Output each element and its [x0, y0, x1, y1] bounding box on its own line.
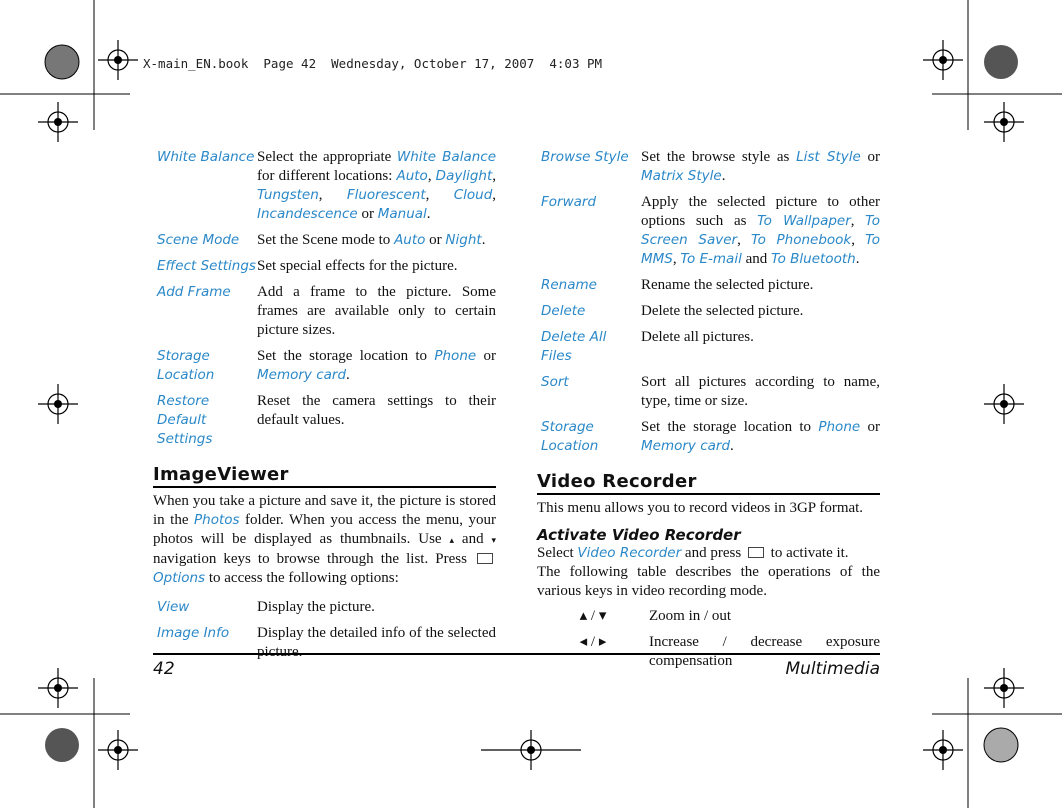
option-description: Apply the selected picture to other options such as To Wallpaper, To Screen Saver, To Phonebook, To MMS, To E-mail and To Bluetooth. [641, 194, 881, 267]
table-row [153, 283, 496, 347]
option-key: Add Frame [157, 284, 231, 300]
option-description: Set special effects for the picture. [257, 258, 458, 274]
table-row [153, 148, 496, 231]
option-key: Forward [541, 194, 597, 210]
option-key: Browse Style [541, 149, 629, 165]
option-description: Set the Scene mode to Auto or Night. [257, 232, 486, 248]
keys-description: The following table describes the operations of the various keys in video recording mode. [537, 564, 880, 599]
option-description: Select the appropriate White Balance for different locations: Auto, Daylight, Tungsten, Fluorescent, Cloud, Incandescence or Manual. [257, 149, 497, 222]
option-description: Rename the selected picture. [641, 277, 814, 293]
imageviewer-paragraph: When you take a picture and save it, the picture is stored in the Photos folder. When you access the menu, your photos will be displayed as thumbnails. Use ▴ and ▾ navigation keys to browse through the list. Press Options to access the following options: [153, 493, 497, 586]
option-description: Set the storage location to Phone or Memory card. [641, 419, 880, 454]
up-down-keys: ▴ / ▾ [579, 608, 607, 624]
table-row [153, 231, 496, 257]
camera-settings-table [153, 148, 496, 456]
table-row: ▴ / ▾ Zoom in / out [537, 607, 880, 626]
table-row [537, 328, 880, 373]
section-title: Multimedia [785, 659, 880, 679]
option-key: Effect Settings [157, 258, 256, 274]
table-row: Image Info Display the detailed info of the selected picture. [157, 625, 496, 660]
table-row: View Display the picture. [157, 599, 375, 615]
left-right-keys: ◂ / ▸ [579, 634, 607, 650]
option-key: Rename [541, 277, 597, 293]
print-header: X-main_EN.book Page 42 Wednesday, October 17, 2007 4:03 PM [143, 56, 603, 71]
softkey-icon [748, 547, 764, 558]
imageviewer-heading: ImageViewer [153, 464, 496, 488]
option-description: Sort all pictures according to name, type, time or size. [641, 374, 880, 409]
option-key: Scene Mode [157, 232, 240, 248]
page-footer [153, 653, 880, 679]
option-description: Set the storage location to Phone or Memory card. [257, 348, 496, 383]
activate-instructions: Select Video Recorder and press to activate it. [537, 545, 849, 561]
table-row [537, 193, 880, 276]
option-key: Restore Default Settings [157, 393, 213, 447]
option-description: Add a frame to the picture. Some frames are available only to certain picture sizes. [257, 284, 496, 338]
video-recorder-heading: Video Recorder [537, 471, 880, 495]
right-column [537, 148, 880, 678]
table-row [153, 347, 496, 392]
video-intro: This menu allows you to record videos in 3GP format. [537, 500, 864, 516]
table-row [537, 302, 880, 328]
option-key: Delete [541, 303, 586, 319]
table-row [537, 418, 880, 463]
option-description: Reset the camera settings to their default values. [257, 393, 496, 428]
option-description: Delete all pictures. [641, 329, 754, 345]
up-arrow-icon: ▴ [449, 535, 455, 545]
left-column [153, 148, 496, 669]
table-row [537, 373, 880, 418]
down-arrow-icon: ▾ [491, 535, 497, 545]
table-row [537, 276, 880, 302]
option-key: Storage Location [541, 419, 599, 454]
option-key: Storage Location [157, 348, 215, 383]
softkey-icon [477, 553, 493, 564]
option-key: Sort [541, 374, 569, 390]
option-key: White Balance [157, 149, 255, 165]
option-description: Delete the selected picture. [641, 303, 804, 319]
table-row [153, 257, 496, 283]
option-key: Delete All Files [541, 329, 607, 364]
imageviewer-more-options-table [537, 148, 880, 463]
table-row [537, 148, 880, 193]
activate-video-recorder-heading: Activate Video Recorder [537, 526, 741, 544]
option-description: Set the browse style as List Style or Matrix Style. [641, 149, 880, 184]
table-row: ◂ / ▸ Increase / decrease exposure compensation [537, 633, 880, 671]
page-number: 42 [153, 659, 175, 679]
table-row [153, 392, 496, 456]
